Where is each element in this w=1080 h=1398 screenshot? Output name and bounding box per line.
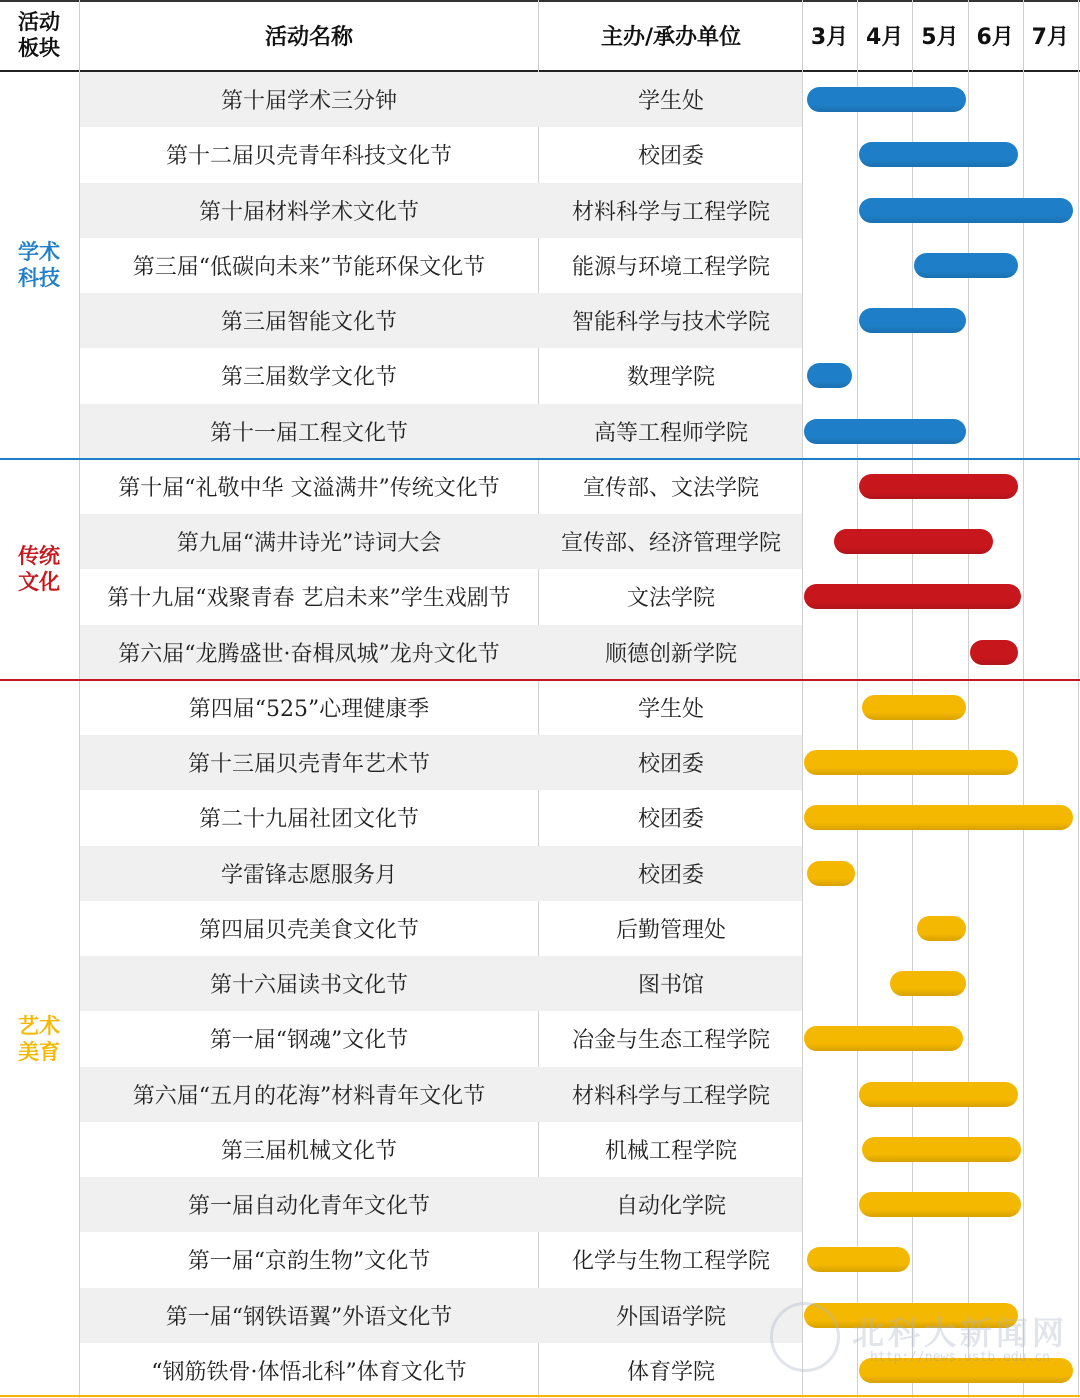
activity-organizer: 校团委 [637,862,704,888]
table-row [80,127,1080,182]
header-organizer: 主办/承办单位 [600,24,742,50]
schedule-bar [859,1192,1021,1217]
header-block-column [0,0,78,70]
category-divider [0,679,1080,681]
schedule-bar [914,253,1018,278]
activity-organizer: 校团委 [637,752,704,777]
month-header-5: 7月 [1031,24,1069,50]
schedule-bar [859,474,1018,499]
schedule-bar [807,87,966,112]
activity-organizer: 智能科学与技术学院 [571,310,770,335]
activity-organizer: 数理学院 [626,365,715,391]
category-label-line2: 科技 [18,266,60,291]
schedule-bar [804,750,1018,775]
schedule-bar [807,363,853,388]
activity-name: 第一届“钢铁语翼”外语文化节 [165,1304,453,1330]
table-row [80,183,1080,238]
activity-name: “钢筋铁骨·体悟北科”体育文化节 [151,1359,467,1385]
activity-organizer: 高等工程师学院 [593,420,748,446]
activity-name: 第六届“五月的花海”材料青年文化节 [132,1083,486,1109]
watermark-url: http://news.ustb.edu.cn [870,1350,1051,1365]
schedule-bar [807,861,855,886]
activity-organizer: 顺德创新学院 [604,641,737,667]
activity-name: 第一届“京韵生物”文化节 [187,1249,431,1275]
activity-name: 第十二届贝壳青年科技文化节 [165,144,452,170]
schedule-bar [917,916,965,941]
table-row [80,1011,1080,1066]
month-header-1: 3月 [810,24,849,50]
schedule-bar [859,142,1018,167]
schedule-bar [807,1247,911,1272]
category-label [0,680,78,1398]
activity-organizer: 宣传部、经济管理学院 [560,531,781,556]
activity-organizer: 材料科学与工程学院 [571,1083,770,1109]
activity-name: 第三届数学文化节 [220,365,397,391]
activity-organizer: 材料科学与工程学院 [571,199,770,225]
activity-name: 第三届“低碳向未来”节能环保文化节 [132,254,486,280]
header-activity-name: 活动名称 [264,24,353,50]
activity-organizer: 化学与生物工程学院 [571,1249,770,1275]
activity-name: 第九届“满井诗光”诗词大会 [176,531,442,556]
schedule-bar [970,640,1018,665]
schedule-bar [859,198,1073,223]
schedule-bar [862,695,966,720]
activity-organizer: 校团委 [637,144,704,170]
table-row [80,790,1080,845]
activity-name: 第四届贝壳美食文化节 [198,917,419,943]
table-row [80,680,1080,735]
activity-name: 第三届机械文化节 [220,1138,397,1164]
month-header-3: 5月 [921,24,959,50]
table-row [80,238,1080,293]
activity-organizer: 校团委 [637,807,704,833]
table-row [80,1067,1080,1122]
schedule-bar [804,419,966,444]
activity-organizer: 自动化学院 [615,1194,726,1219]
table-row [80,1122,1080,1177]
activity-organizer: 体育学院 [626,1359,715,1385]
category-label-line1: 学术 [18,240,60,265]
schedule-bar [859,1082,1018,1107]
schedule-bar [804,805,1073,830]
table-row [80,1177,1080,1232]
table-row [80,72,1080,127]
activity-organizer: 学生处 [637,89,704,114]
schedule-bar [859,308,965,333]
activity-name: 第十一届工程文化节 [209,420,408,446]
table-row [80,1232,1080,1287]
activity-name: 第六届“龙腾盛世·奋楫凤城”龙舟文化节 [118,641,500,667]
activity-name: 第三届智能文化节 [220,310,397,335]
activity-organizer: 后勤管理处 [615,917,726,943]
activity-organizer: 冶金与生态工程学院 [571,1028,770,1054]
activity-organizer: 外国语学院 [615,1304,726,1330]
activity-name: 第十届材料学术文化节 [198,199,419,225]
category-divider [0,458,1080,460]
activity-name: 第十届学术三分钟 [220,89,397,114]
activity-organizer: 能源与环境工程学院 [571,254,770,280]
header-block-line1: 活动 [18,10,60,34]
activity-name: 第十届“礼敬中华 文溢满井”传统文化节 [118,475,500,501]
schedule-bar [862,1137,1021,1162]
table-row [80,846,1080,901]
activity-organizer: 机械工程学院 [604,1138,737,1164]
activity-name: 第十九届“戏聚青春 艺启未来”学生戏剧节 [107,586,511,612]
table-row [80,956,1080,1011]
activity-name: 第二十九届社团文化节 [198,807,419,833]
university-seal-icon [770,1302,840,1372]
month-header-2: 4月 [866,24,904,50]
table-row [80,735,1080,790]
category-label-line2: 美育 [18,1039,60,1064]
schedule-bar [834,529,993,554]
category-divider [0,1395,1080,1397]
table-row [80,514,1080,569]
header-block-line2: 板块 [18,36,60,60]
category-label-line1: 传统 [18,544,60,569]
activity-name: 第四届“525”心理健康季 [188,696,430,722]
month-header-4: 6月 [976,24,1014,50]
activity-name: 第一届“钢魂”文化节 [209,1028,409,1054]
schedule-bar [804,1026,963,1051]
activity-organizer: 学生处 [637,696,704,722]
table-row [80,569,1080,624]
table-row [80,348,1080,403]
schedule-bar [804,584,1021,609]
news-watermark [770,1300,1070,1390]
activity-name: 学雷锋志愿服务月 [220,862,397,888]
table-row [80,625,1080,680]
category-label [0,459,78,680]
activity-organizer: 文法学院 [626,586,715,612]
activity-name: 第十六届读书文化节 [209,973,408,998]
table-row [80,404,1080,459]
activity-name: 第一届自动化青年文化节 [187,1194,430,1219]
activity-name: 第十三届贝壳青年艺术节 [187,752,430,777]
table-row [80,293,1080,348]
watermark-text: 北科大新闻网 [852,1314,1069,1352]
schedule-bar [890,971,966,996]
table-row [80,901,1080,956]
activity-organizer: 图书馆 [637,973,704,998]
category-label-line1: 艺术 [18,1013,60,1038]
table-row [80,459,1080,514]
category-label-line2: 文化 [18,570,60,595]
category-label [0,72,78,459]
activity-organizer: 宣传部、文法学院 [582,475,759,501]
